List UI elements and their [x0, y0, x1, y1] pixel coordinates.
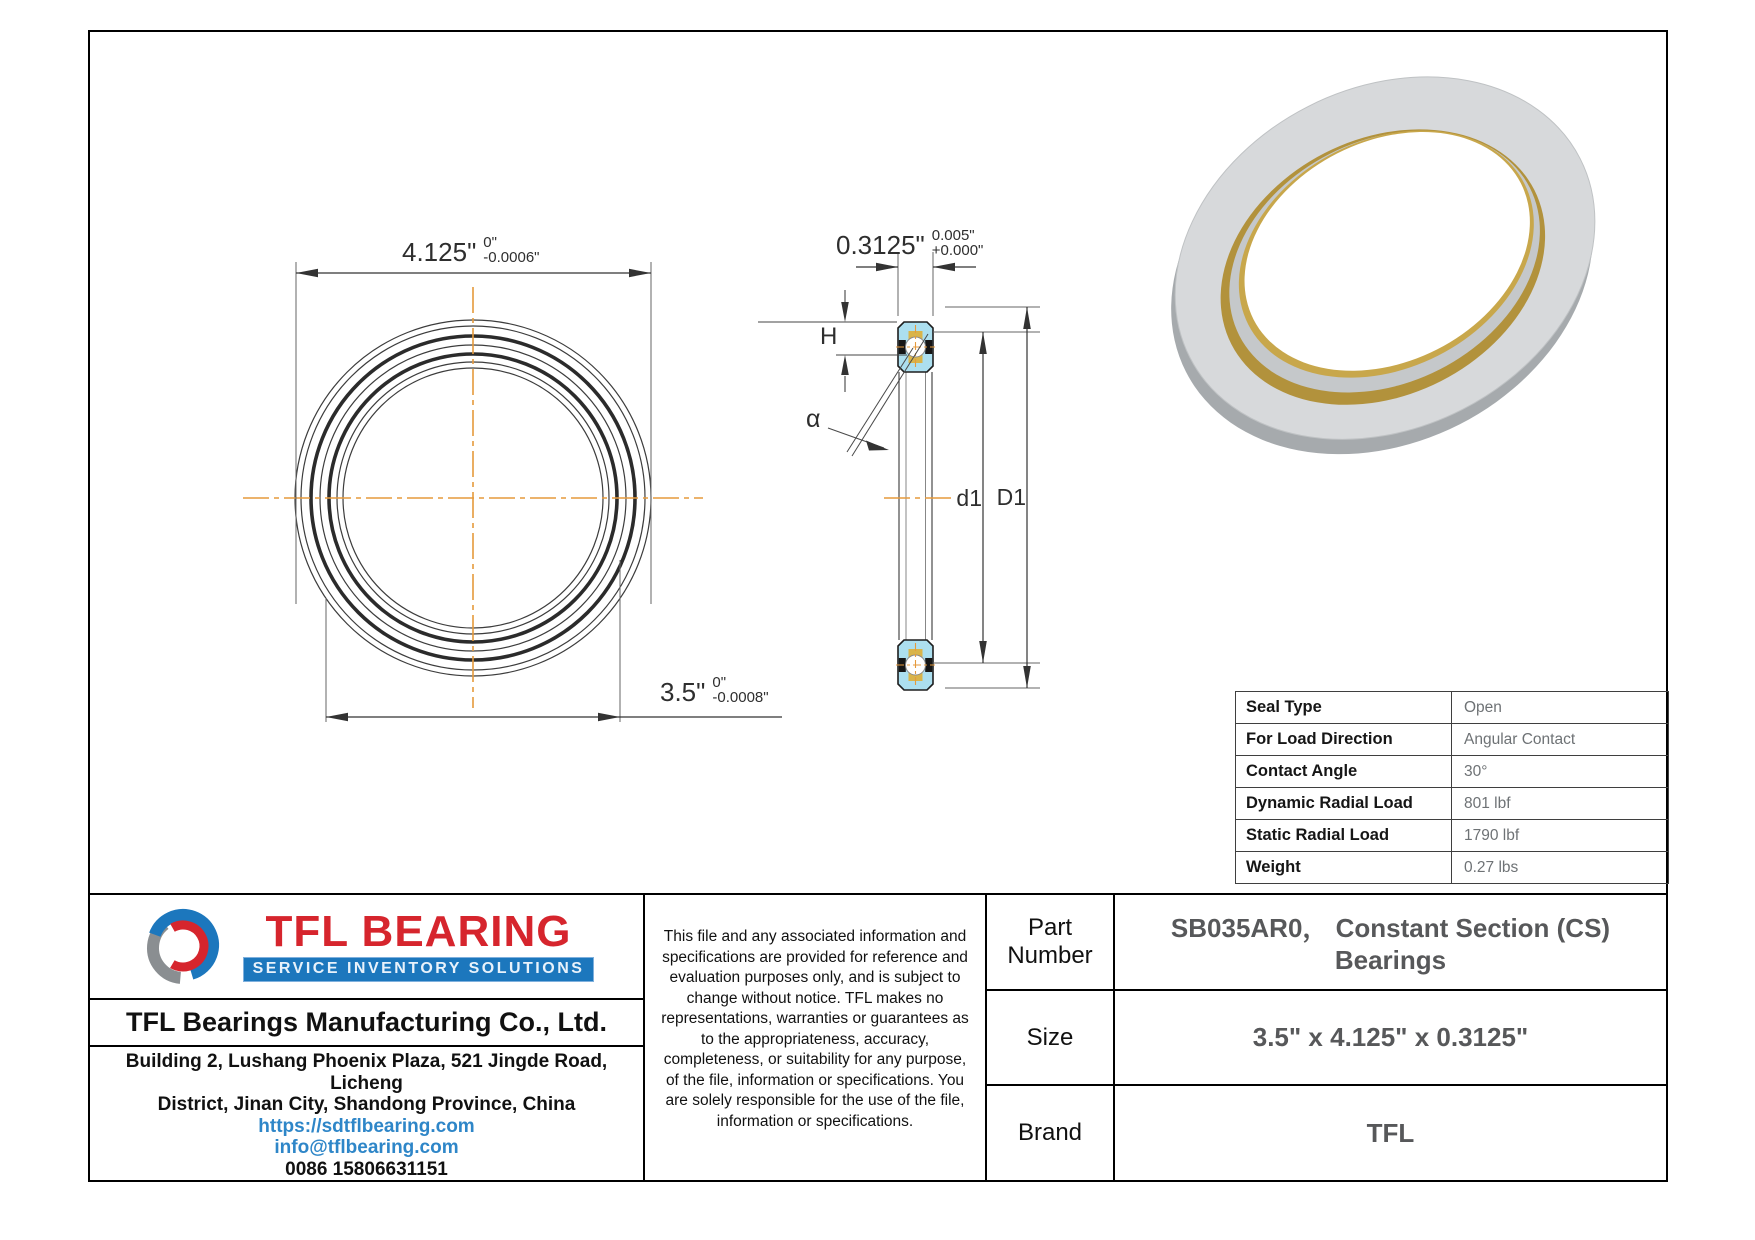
outer-diameter-value: 4.125": [402, 237, 477, 267]
spec-label: Static Radial Load: [1236, 820, 1452, 852]
bearing-3d-render: [1104, 7, 1663, 524]
title-block-fields: [987, 895, 1666, 1180]
label-H: H: [820, 323, 838, 350]
section-width-tol-lower: +0.000": [931, 241, 984, 259]
brand-value: TFL: [1366, 1117, 1415, 1148]
company-contact-info: [90, 1047, 643, 1180]
bore-diameter-tol-lower: -0.0008": [712, 688, 769, 706]
bore-diameter-tol-upper: 0": [712, 674, 727, 691]
address-line-2: District, Jinan City, Shandong Province, China: [157, 1094, 576, 1115]
outer-diameter-dimension: [402, 236, 540, 266]
bore-diameter-dimension: [660, 676, 769, 706]
brand-label: Brand: [987, 1086, 1115, 1180]
outer-diameter-tol-upper: 0": [483, 234, 497, 251]
spec-label: Contact Angle: [1236, 756, 1452, 788]
bore-diameter-value: 3.5": [660, 677, 706, 707]
table-row: [1236, 820, 1669, 852]
spec-table: [1235, 691, 1669, 884]
spec-value: 30°: [1452, 756, 1669, 788]
spec-value: Open: [1452, 692, 1669, 724]
disclaimer-text: This file and any associated information and specifications are provided for reference and evaluation purposes only, and is subject to change without notice. TFL makes no representations, warranties or guarantees as to the appropriateness, accuracy, completeness, or suitability for any purpose, of the file, information or specifications. You are solely responsible for the use of the file, information or specifications.: [645, 895, 987, 1180]
address-line-1: Building 2, Lushang Phoenix Plaza, 521 Jingde Road, Licheng: [125, 1051, 608, 1094]
part-number-value: SB035AR0， Constant Section (CS) Bearings: [1170, 912, 1611, 975]
part-number-label: Part Number: [987, 895, 1115, 989]
size-label: Size: [987, 991, 1115, 1085]
company-logo: [90, 895, 643, 1000]
section-width-tol-upper: 0.005": [931, 227, 975, 244]
company-name: TFL Bearings Manufacturing Co., Ltd.: [90, 1000, 643, 1047]
label-D1: D1: [996, 484, 1026, 510]
phone-number: 0086 15806631151: [285, 1158, 448, 1180]
spec-label: Dynamic Radial Load: [1236, 788, 1452, 820]
spec-label: For Load Direction: [1236, 724, 1452, 756]
spec-value: 801 lbf: [1452, 788, 1669, 820]
bearing-section-cut: [896, 322, 935, 372]
title-block-company-column: [90, 895, 645, 1180]
cross-section-drawing: [758, 252, 1040, 690]
table-row: [1236, 724, 1669, 756]
spec-value: 1790 lbf: [1452, 820, 1669, 852]
table-row: [1236, 756, 1669, 788]
part-number-row: [987, 895, 1666, 991]
size-row: [987, 991, 1666, 1087]
size-value: 3.5" x 4.125" x 0.3125": [1252, 1022, 1529, 1052]
spec-label: Seal Type: [1236, 692, 1452, 724]
section-width-dimension: [836, 229, 983, 259]
spec-value: 0.27 lbs: [1452, 852, 1669, 884]
title-block: [88, 893, 1668, 1182]
website-link[interactable]: https://sdtflbearing.com: [258, 1115, 475, 1137]
table-row: [1236, 788, 1669, 820]
logo-tagline-text: SERVICE INVENTORY SOLUTIONS: [243, 957, 595, 982]
table-row: [1236, 852, 1669, 884]
brand-row: [987, 1086, 1666, 1180]
table-row: [1236, 692, 1669, 724]
tfl-logo-icon: [139, 902, 227, 990]
spec-value: Angular Contact: [1452, 724, 1669, 756]
section-width-value: 0.3125": [836, 230, 925, 260]
label-d1: d1: [956, 485, 982, 511]
outer-diameter-tol-lower: -0.0006": [483, 248, 540, 266]
front-view-drawing: [243, 262, 782, 722]
logo-brand-text: TFL BEARING: [265, 907, 572, 957]
email-link[interactable]: info@tflbearing.com: [274, 1137, 459, 1158]
label-alpha: α: [806, 405, 821, 433]
spec-label: Weight: [1236, 852, 1452, 884]
